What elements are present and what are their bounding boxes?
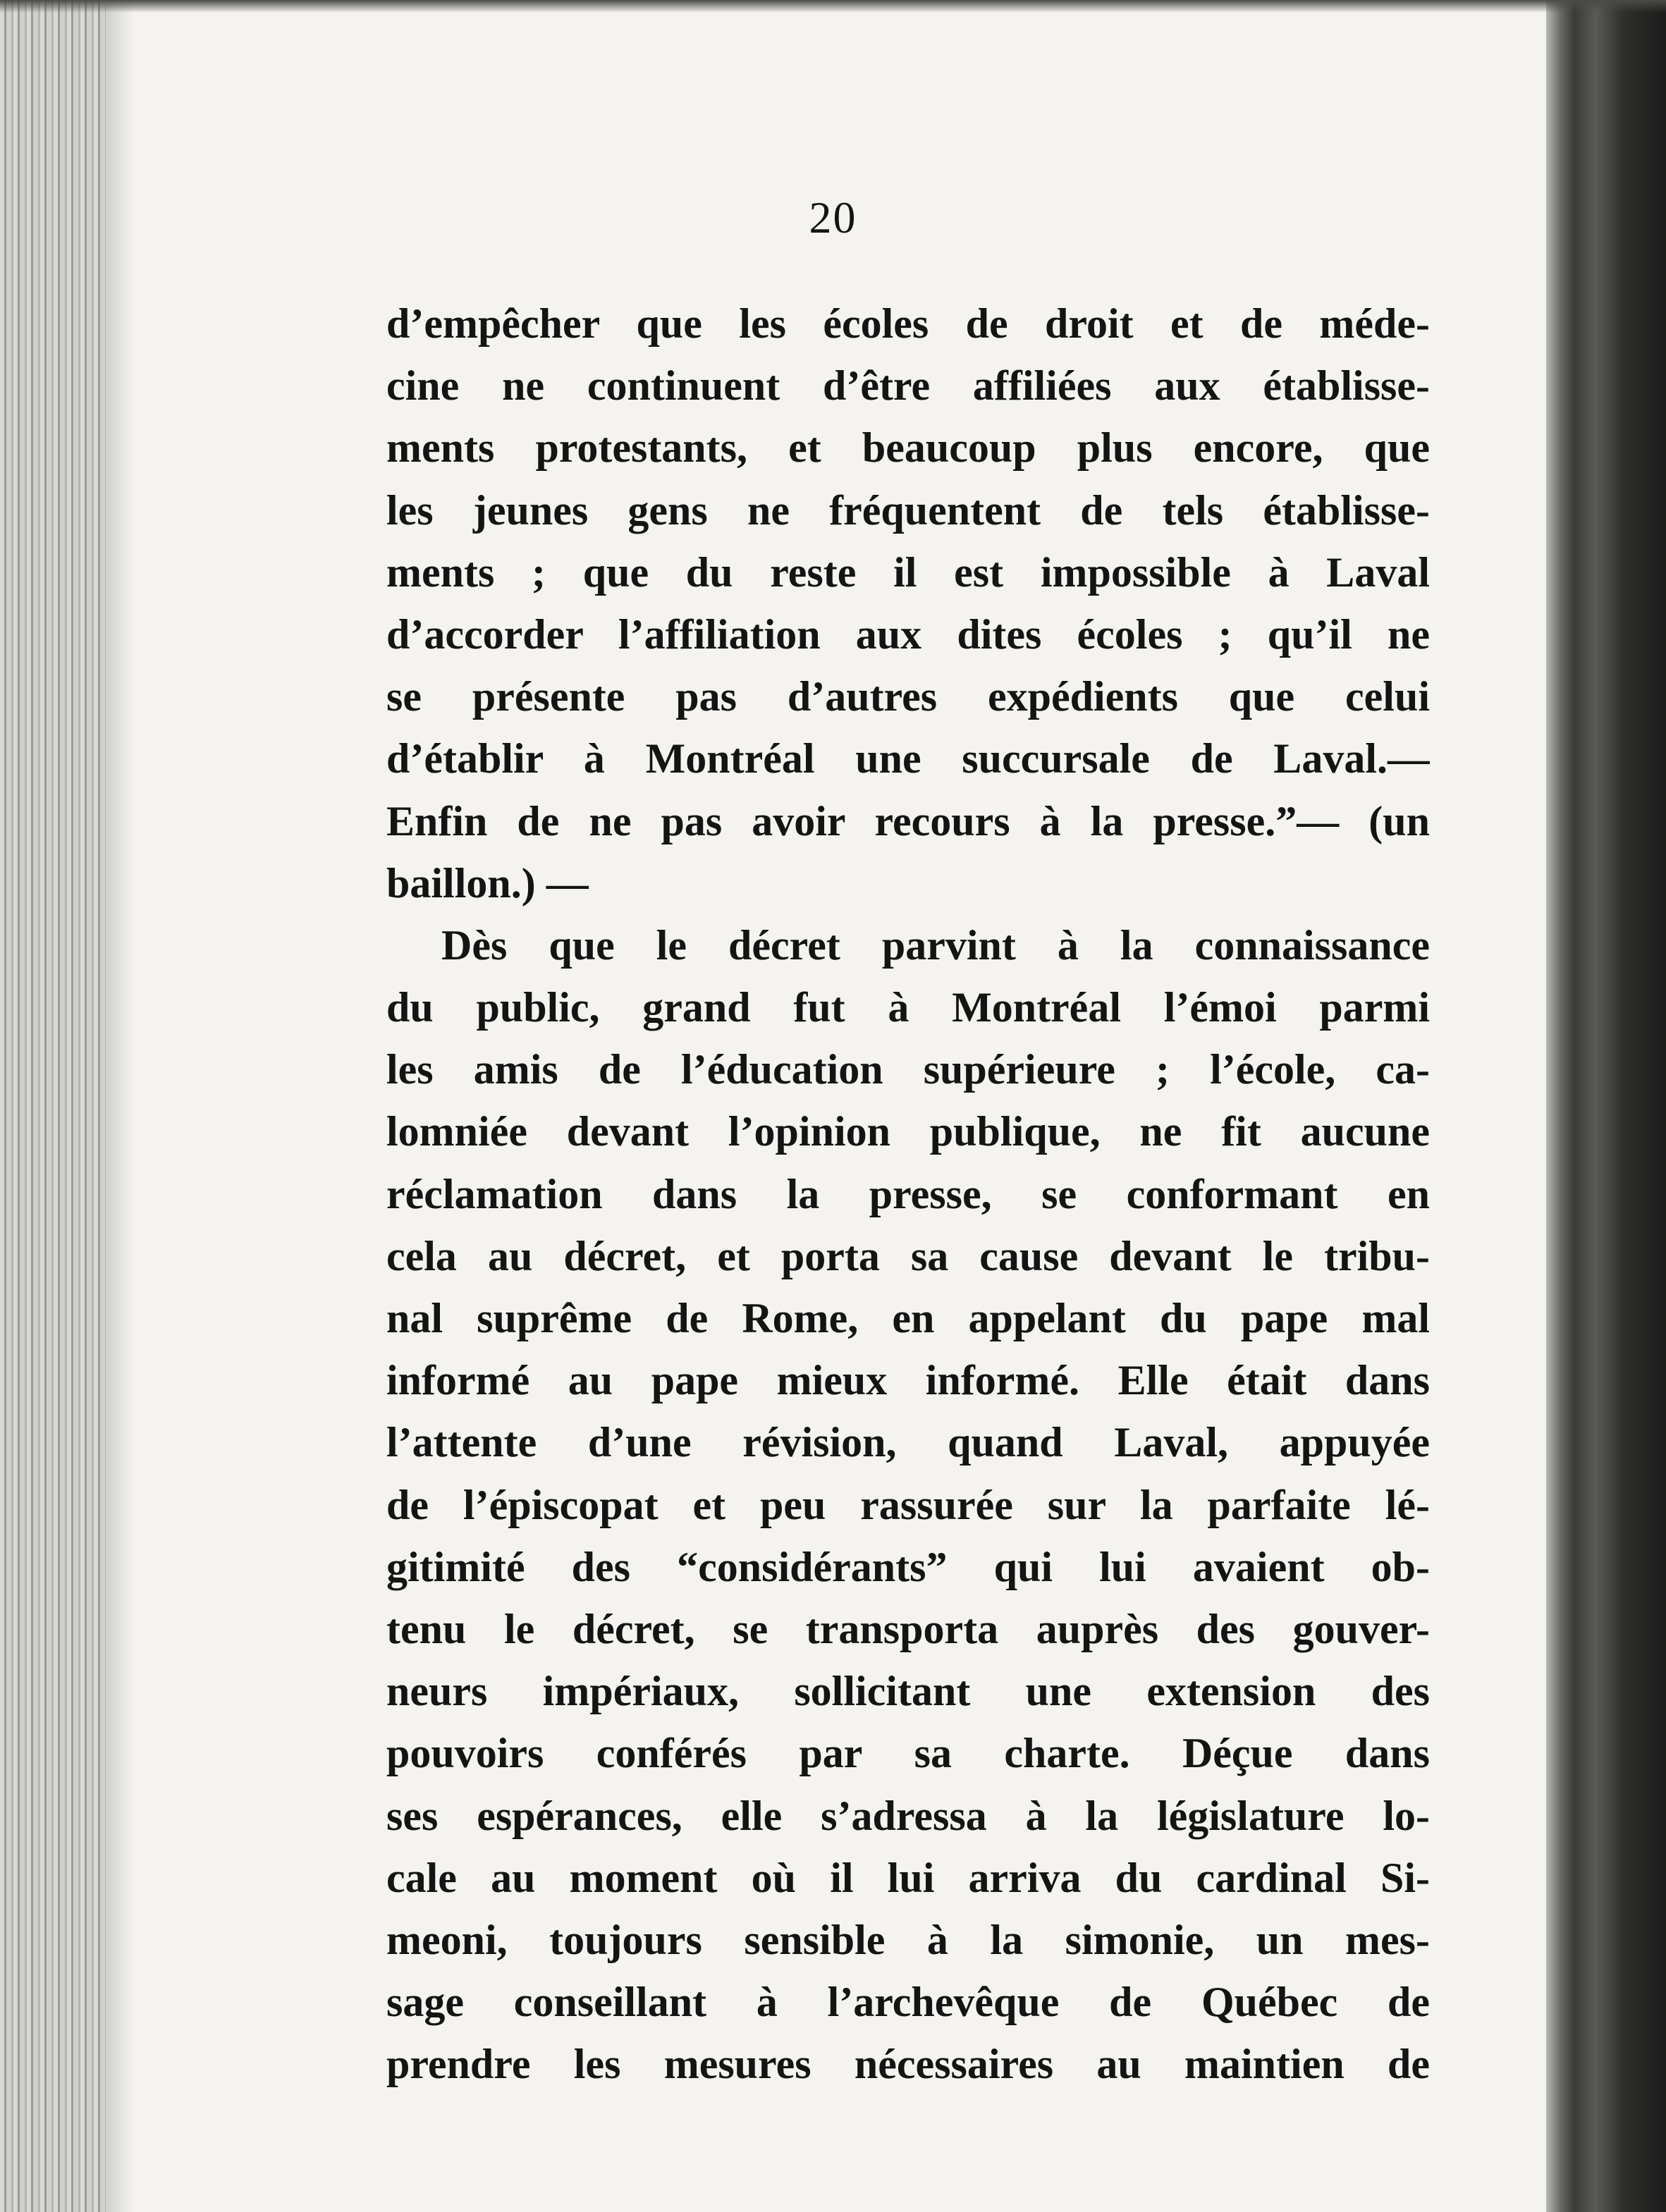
text-line: de l’épiscopat et peu rassurée sur la parfaite lé- [386,1481,1430,1528]
text-line: ses espérances, elle s’adressa à la législature lo- [386,1792,1430,1839]
page-edge-shadow [106,0,134,2212]
text-line: ments protestants, et beaucoup plus encore, que [386,424,1430,472]
text-line: meoni, toujours sensible à la simonie, un mes- [386,1916,1430,1963]
body-text [386,293,1430,2095]
text-line: cale au moment où il lui arriva du cardinal Si- [386,1854,1430,1901]
text-line: baillon.) — [386,859,589,907]
text-line: cine ne continuent d’être affiliées aux établisse- [386,362,1430,410]
text-line: les amis de l’éducation supérieure ; l’école, ca- [386,1046,1430,1093]
text-line: d’établir à Montréal une succursale de Laval.— [386,735,1430,782]
text-line: tenu le décret, se transporta auprès des gouver- [386,1605,1430,1652]
book-binding-edge [1546,0,1666,2212]
text-line: du public, grand fut à Montréal l’émoi parmi [386,984,1430,1031]
text-line: d’accorder l’affiliation aux dites écoles ; qu’il ne [386,610,1430,658]
text-line: cela au décret, et porta sa cause devant le tribu- [386,1232,1430,1279]
text-line: Dès que le décret parvint à la connaissance [441,921,1430,969]
text-line: Enfin de ne pas avoir recours à la presse.”— (un [386,797,1430,844]
text-line: se présente pas d’autres expédients que celui [386,673,1430,720]
text-line: lomniée devant l’opinion publique, ne fit aucune [386,1108,1430,1155]
text-line: l’attente d’une révision, quand Laval, appuyée [386,1419,1430,1466]
text-line: gitimité des “considérants” qui lui avaient ob- [386,1543,1430,1590]
text-line: réclamation dans la presse, se conformant en [386,1170,1430,1217]
top-edge-shadow [0,0,1666,13]
text-line: sage conseillant à l’archevêque de Québec de [386,1979,1430,2026]
text-line: neurs impériaux, sollicitant une extension des [386,1668,1430,1715]
text-line: nal suprême de Rome, en appelant du pape mal [386,1295,1430,1341]
text-line: pouvoirs conférés par sa charte. Déçue dans [386,1730,1430,1777]
text-line: informé au pape mieux informé. Elle était dans [386,1357,1430,1404]
text-line: prendre les mesures nécessaires au maintien de [386,2041,1430,2088]
page-stack-edge [0,0,106,2212]
text-line: ments ; que du reste il est impossible à Laval [386,548,1430,596]
page-number: 20 [809,192,857,242]
text-line: les jeunes gens ne fréquentent de tels établisse- [386,486,1430,534]
text-line: d’empêcher que les écoles de droit et de méde- [386,300,1430,347]
